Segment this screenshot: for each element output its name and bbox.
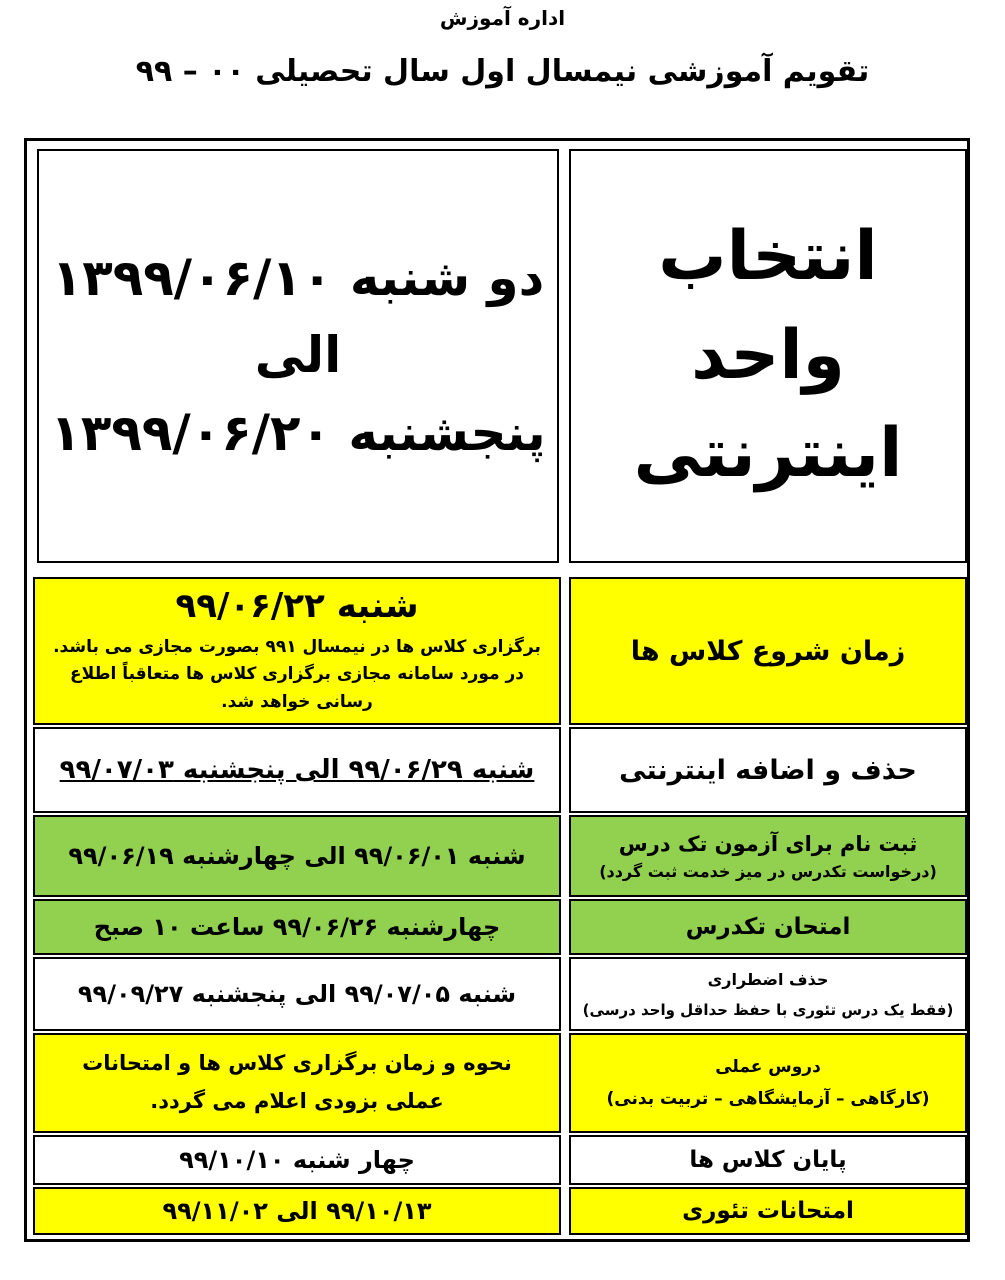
- practical-courses-label: دروس عملی: [715, 1057, 821, 1077]
- practical-courses-label-cell: [569, 1033, 967, 1133]
- practical-courses-types: (کارگاهی – آزمایشگاهی – تربیت بدنی): [606, 1089, 930, 1109]
- single-exam-registration-note: (درخواست تکدرس در میز خدمت ثبت گردد): [599, 861, 937, 881]
- office-name: اداره آموزش: [439, 6, 566, 30]
- theory-exams-label-cell: [569, 1187, 967, 1235]
- theory-exams-dates: ۹۹/۱۰/۱۳ الی ۹۹/۱۱/۰۲: [162, 1197, 432, 1225]
- emergency-drop-label-cell: [569, 957, 967, 1031]
- registration-title-line1: انتخاب واحد: [658, 217, 878, 395]
- single-exam-registration-dates: شنبه ۹۹/۰۶/۰۱ الی چهارشنبه ۹۹/۰۶/۱۹: [68, 842, 526, 870]
- registration-date-box: [37, 149, 559, 563]
- classes-end-label: پایان کلاس ها: [689, 1147, 847, 1173]
- single-exam-value-cell: [33, 899, 561, 955]
- single-exam-date: چهارشنبه ۹۹/۰۶/۲۶ ساعت ۱۰ صبح: [93, 913, 501, 941]
- theory-exams-value-cell: [33, 1187, 561, 1235]
- emergency-drop-value-cell: [33, 957, 561, 1031]
- class-start-label: زمان شروع کلاس ها: [630, 635, 906, 667]
- practical-courses-value-cell: [33, 1033, 561, 1133]
- add-drop-label: حذف و اضافه اینترنتی: [619, 754, 917, 786]
- class-start-note: برگزاری کلاس ها در نیمسال ۹۹۱ بصورت مجازی می باشد. در مورد سامانه مجازی برگزاری کلاس ها متعاقباً اطلاع رسانی خواهد شد.: [53, 637, 541, 712]
- add-drop-value-cell: [33, 727, 561, 813]
- class-start-date: شنبه ۹۹/۰۶/۲۲: [175, 586, 419, 627]
- theory-exams-label: امتحانات تئوری: [682, 1198, 854, 1224]
- emergency-drop-label: حذف اضطراری: [707, 969, 829, 989]
- registration-until-word: الی: [254, 326, 342, 385]
- emergency-drop-dates: شنبه ۹۹/۰۷/۰۵ الی پنجشنبه ۹۹/۰۹/۲۷: [77, 980, 517, 1008]
- classes-end-label-cell: [569, 1135, 967, 1185]
- add-drop-label-cell: [569, 727, 967, 813]
- class-start-value-cell: [33, 577, 561, 725]
- class-start-label-cell: [569, 577, 967, 725]
- single-exam-registration-value-cell: [33, 815, 561, 897]
- add-drop-dates: شنبه ۹۹/۰۶/۲۹ الی پنجشنبه ۹۹/۰۷/۰۳: [59, 755, 535, 785]
- registration-start-date: دو شنبه ۱۳۹۹/۰۶/۱۰: [51, 248, 545, 307]
- calendar-table: [24, 138, 970, 1242]
- practical-courses-note: نحوه و زمان برگزاری کلاس ها و امتحانات عملی بزودی اعلام می گردد.: [82, 1051, 512, 1113]
- single-exam-label: امتحان تکدرس: [685, 914, 851, 940]
- registration-title-box: [569, 149, 967, 563]
- page-title: تقویم آموزشی نیمسال اول سال تحصیلی ۰۰ – ۹۹: [135, 54, 870, 89]
- single-exam-registration-label: ثبت نام برای آزمون تک درس: [618, 831, 918, 856]
- classes-end-value-cell: [33, 1135, 561, 1185]
- registration-end-date: پنجشنبه ۱۳۹۹/۰۶/۲۰: [50, 403, 546, 462]
- single-exam-registration-label-cell: [569, 815, 967, 897]
- registration-title-line2: اینترنتی: [633, 414, 903, 494]
- emergency-drop-note: (فقط یک درس تئوری با حفظ حداقل واحد درسی): [582, 1000, 954, 1019]
- classes-end-date: چهار شنبه ۹۹/۱۰/۱۰: [179, 1146, 415, 1174]
- single-exam-label-cell: [569, 899, 967, 955]
